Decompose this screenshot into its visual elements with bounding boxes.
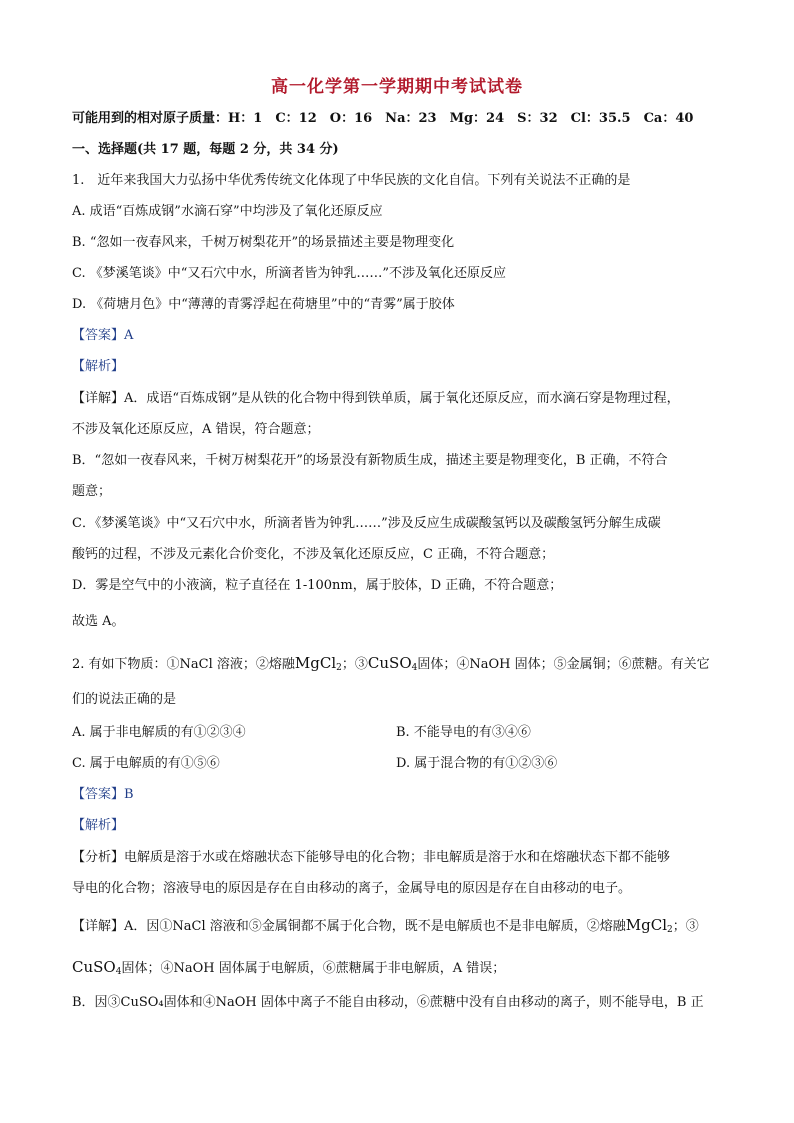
q1-detail-line: B．“忽如一夜春风来，千树万树梨花开”的场景没有新物质生成，描述主要是物理变化，B 正确，不符合 (72, 453, 668, 468)
q1-analysis-label: 【解析】 (72, 359, 125, 374)
q2-detail-b: B．因③CuSO₄固体和④NaOH 固体中离子不能自由移动，⑥蔗糖中没有自由移动的离子，则不能导电，B 正 (72, 995, 704, 1010)
q1-detail-line: D．雾是空气中的小液滴，粒子直径在 1-100nm，属于胶体，D 正确，不符合题意； (72, 578, 563, 593)
q1-option-c: C. 《梦溪笔谈》中“又石穴中水，所滴者皆为钟乳……”不涉及氧化还原反应 (72, 266, 507, 281)
q2-detail-a-continued: CuSO$_4$固体；④NaOH 固体属于电解质，⑥蔗糖属于非电解质，A 错误； (72, 958, 506, 977)
q2-option-a: A. 属于非电解质的有①②③④ (72, 725, 246, 740)
q2-option-d: D. 属于混合物的有①②③⑥ (396, 756, 558, 771)
q1-stem: 1. 近年来我国大力弘扬中华优秀传统文化体现了中华民族的文化自信。下列有关说法不正确的是 (72, 173, 631, 188)
q1-option-d: D. 《荷塘月色》中“薄薄的青雾浮起在荷塘里”中的“青雾”属于胶体 (72, 297, 455, 312)
page-title: 高一化学第一学期期中考试试卷 (271, 77, 523, 97)
q2-analysis-line: 导电的化合物；溶液导电的原因是存在自由移动的离子，金属导电的原因是存在自由移动的电子。 (72, 881, 632, 896)
q1-detail-line: 酸钙的过程，不涉及元素化合价变化，不涉及氧化还原反应，C 正确，不符合题意； (72, 547, 555, 562)
atomic-mass-note: 可能用到的相对原子质量：H：1 C：12 O：16 Na：23 Mg：24 S：32 Cl：35.5 Ca：40 (72, 111, 694, 126)
q1-conclusion: 故选 A。 (72, 614, 125, 629)
q2-stem: 2. 有如下物质：①NaCl 溶液；②熔融MgCl$_2$；③CuSO$_4$固体；④NaOH 固体；⑤金属铜；⑥蔗糖。有关它 (72, 654, 710, 673)
q1-option-b: B. “忽如一夜春风来，千树万树梨花开”的场景描述主要是物理变化 (72, 235, 455, 250)
q1-detail-line: 题意； (72, 484, 112, 499)
q1-option-a: A. 成语“百炼成钢”水滴石穿”中均涉及了氧化还原反应 (72, 204, 383, 219)
q2-answer: 【答案】B (72, 787, 134, 802)
section-heading: 一、选择题(共 17 题，每题 2 分，共 34 分) (72, 142, 339, 157)
q1-answer: 【答案】A (72, 328, 134, 343)
q2-option-c: C. 属于电解质的有①⑤⑥ (72, 756, 220, 771)
q2-analysis-label: 【解析】 (72, 818, 125, 833)
q2-analysis-line: 【分析】电解质是溶于水或在熔融状态下能够导电的化合物；非电解质是溶于水和在熔融状态下都不能够 (72, 850, 671, 865)
q1-detail-line: C．《梦溪笔谈》中“又石穴中水，所滴者皆为钟乳……”涉及反应生成碳酸氢钙以及碳酸氢钙分解生成碳 (72, 516, 661, 531)
q1-detail-line: 不涉及氧化还原反应，A 错误，符合题意； (72, 422, 320, 437)
q1-detail-line: 【详解】A．成语“百炼成钢”是从铁的化合物中得到铁单质，属于氧化还原反应，而水滴石穿是物理过程， (72, 391, 680, 406)
q2-detail-a: 【详解】A．因①NaCl 溶液和⑤金属铜都不属于化合物，既不是电解质也不是非电解质，②熔融MgCl$_2$；③ (72, 916, 699, 935)
q2-stem-continued: 们的说法正确的是 (72, 692, 177, 707)
q2-option-b: B. 不能导电的有③④⑥ (396, 725, 531, 740)
